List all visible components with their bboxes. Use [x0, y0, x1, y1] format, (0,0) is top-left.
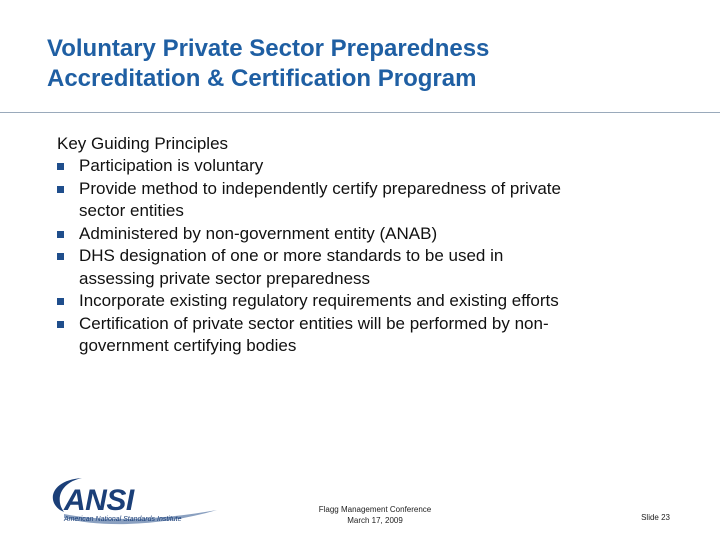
slide-title	[47, 34, 687, 94]
bullet-text: DHS designation of one or more standards to be used in	[79, 246, 504, 265]
bullet-text: Incorporate existing regulatory requirements and existing efforts	[79, 291, 559, 310]
square-bullet-icon	[57, 253, 64, 260]
section-heading: Key Guiding Principles	[57, 134, 229, 153]
event-date: March 17, 2009	[347, 516, 403, 525]
bullet-item-3	[57, 223, 697, 246]
slide-number: Slide 23	[641, 513, 670, 522]
title-line-1: Voluntary Private Sector Preparedness	[47, 35, 490, 62]
title-divider	[0, 112, 720, 113]
square-bullet-icon	[57, 186, 64, 193]
bullet-text: Certification of private sector entities will be performed by non-	[79, 313, 549, 333]
square-bullet-icon	[57, 231, 64, 238]
footer-event	[300, 504, 450, 526]
title-line-2: Accreditation & Certification Program	[47, 65, 477, 92]
bullet-item-6	[57, 313, 697, 358]
bullet-item-2	[57, 178, 697, 223]
square-bullet-icon	[57, 163, 64, 170]
bullet-item-4	[57, 245, 697, 290]
square-bullet-icon	[57, 321, 64, 328]
event-name: Flagg Management Conference	[318, 505, 432, 514]
bullet-text-continued: government certifying bodies	[79, 336, 297, 355]
bullet-text-continued: assessing private sector preparedness	[79, 268, 371, 288]
bullet-item-5	[57, 290, 697, 313]
bullet-text: Participation is voluntary	[79, 156, 264, 175]
bullet-item-1	[57, 155, 697, 178]
square-bullet-icon	[57, 298, 64, 305]
bullet-text: Administered by non-government entity (ANAB)	[79, 223, 438, 243]
ansi-logo	[42, 470, 232, 530]
bullet-list	[57, 155, 697, 358]
logo-subtext: American National Standards Institute	[64, 516, 182, 523]
bullet-text: Provide method to independently certify preparedness of private	[79, 178, 561, 198]
logo-wordmark: ANSI	[64, 484, 134, 517]
bullet-text-continued: sector entities	[79, 201, 184, 220]
slide-body	[57, 133, 697, 358]
